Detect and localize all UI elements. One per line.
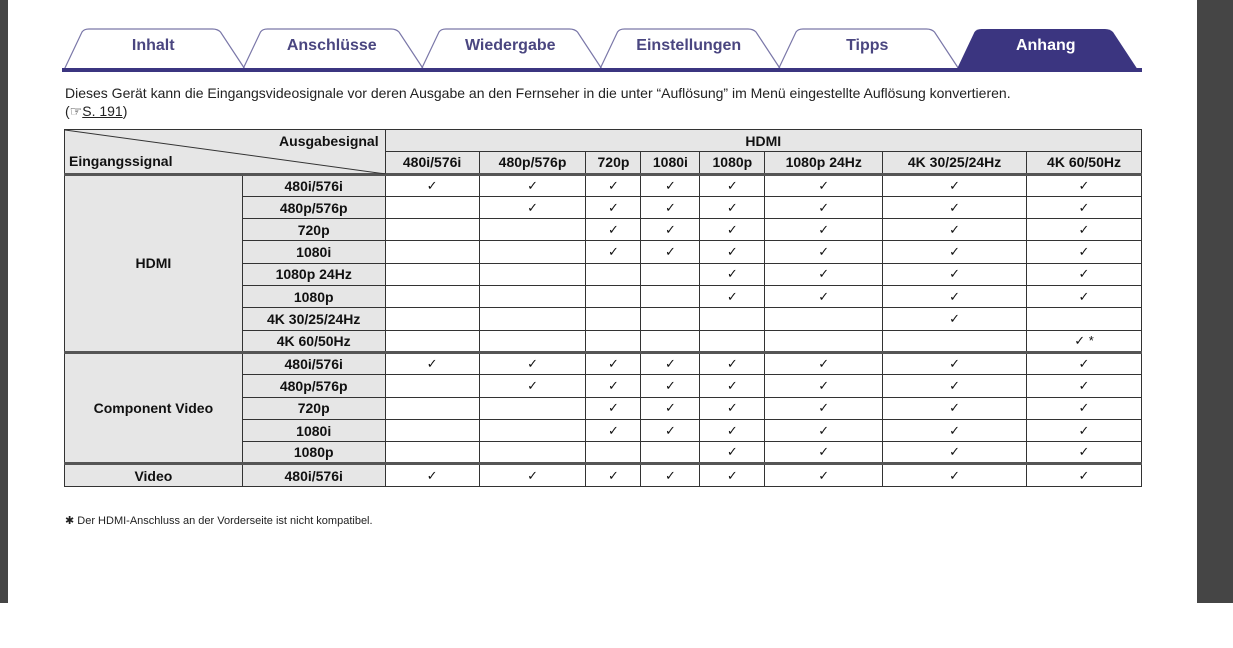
check-cell: ✓ bbox=[700, 397, 765, 419]
check-cell: ✓ bbox=[883, 219, 1027, 241]
input-signal: 480i/576i bbox=[242, 174, 385, 196]
output-column-header: 480p/576p bbox=[479, 152, 586, 174]
check-cell: ✓ bbox=[700, 241, 765, 263]
input-signal: 1080p bbox=[242, 286, 385, 308]
input-signal: 480i/576i bbox=[242, 352, 385, 374]
check-cell: ✓ bbox=[1027, 241, 1142, 263]
empty-cell bbox=[385, 375, 479, 397]
check-cell: ✓ bbox=[479, 464, 586, 486]
input-signal: 480p/576p bbox=[242, 375, 385, 397]
empty-cell bbox=[641, 442, 700, 464]
check-cell: ✓ bbox=[883, 464, 1027, 486]
check-cell: ✓ bbox=[765, 464, 883, 486]
check-cell: ✓ bbox=[1027, 464, 1142, 486]
empty-cell bbox=[479, 419, 586, 441]
input-signal: 720p bbox=[242, 397, 385, 419]
check-cell: ✓ bbox=[765, 219, 883, 241]
intro-paragraph: Dieses Gerät kann die Eingangsvideosignale vor deren Ausgabe an den Fernseher in die unter “Auflösung” im Menü eingestellte Auflösung konvertieren. (☞S. 191) bbox=[65, 85, 1011, 119]
empty-cell bbox=[479, 442, 586, 464]
check-cell: ✓ bbox=[479, 352, 586, 374]
input-signal: 1080p 24Hz bbox=[242, 263, 385, 285]
check-cell: ✓ bbox=[586, 375, 641, 397]
check-cell: ✓ bbox=[700, 196, 765, 218]
check-cell: ✓ bbox=[765, 419, 883, 441]
tab-anhang[interactable]: Anhang bbox=[1015, 37, 1076, 54]
output-column-header: 720p bbox=[586, 152, 641, 174]
check-cell: ✓ bbox=[586, 219, 641, 241]
check-cell: ✓ bbox=[586, 241, 641, 263]
check-cell: ✓ bbox=[586, 352, 641, 374]
conversion-table bbox=[64, 129, 1142, 487]
check-cell: ✓ * bbox=[1027, 330, 1142, 352]
check-cell: ✓ bbox=[883, 286, 1027, 308]
empty-cell bbox=[385, 397, 479, 419]
check-cell: ✓ bbox=[765, 263, 883, 285]
check-cell: ✓ bbox=[641, 375, 700, 397]
check-cell: ✓ bbox=[1027, 397, 1142, 419]
check-cell: ✓ bbox=[1027, 419, 1142, 441]
tab-anschlsse[interactable]: Anschlüsse bbox=[286, 37, 377, 54]
check-cell: ✓ bbox=[765, 397, 883, 419]
empty-cell bbox=[641, 263, 700, 285]
empty-cell bbox=[586, 308, 641, 330]
check-cell: ✓ bbox=[586, 464, 641, 486]
check-cell: ✓ bbox=[765, 442, 883, 464]
check-cell: ✓ bbox=[883, 442, 1027, 464]
empty-cell bbox=[479, 397, 586, 419]
empty-cell bbox=[385, 330, 479, 352]
empty-cell bbox=[479, 263, 586, 285]
empty-cell bbox=[641, 286, 700, 308]
check-cell: ✓ bbox=[700, 375, 765, 397]
check-cell: ✓ bbox=[700, 352, 765, 374]
check-cell: ✓ bbox=[479, 375, 586, 397]
check-cell: ✓ bbox=[586, 419, 641, 441]
check-cell: ✓ bbox=[765, 375, 883, 397]
check-cell: ✓ bbox=[700, 442, 765, 464]
tab-inhalt[interactable]: Inhalt bbox=[131, 37, 175, 54]
empty-cell bbox=[479, 241, 586, 263]
empty-cell bbox=[479, 308, 586, 330]
check-cell: ✓ bbox=[765, 286, 883, 308]
check-cell: ✓ bbox=[479, 174, 586, 196]
check-cell: ✓ bbox=[1027, 286, 1142, 308]
empty-cell bbox=[385, 442, 479, 464]
table-row bbox=[65, 464, 1142, 486]
check-cell: ✓ bbox=[385, 352, 479, 374]
empty-cell bbox=[700, 330, 765, 352]
table-row bbox=[65, 352, 1142, 374]
check-cell: ✓ bbox=[641, 352, 700, 374]
right-scrollbar-area[interactable] bbox=[1197, 0, 1233, 603]
check-cell: ✓ bbox=[883, 174, 1027, 196]
check-cell: ✓ bbox=[479, 196, 586, 218]
empty-cell bbox=[385, 286, 479, 308]
output-column-header: 1080i bbox=[641, 152, 700, 174]
check-cell: ✓ bbox=[883, 352, 1027, 374]
check-cell: ✓ bbox=[385, 174, 479, 196]
empty-cell bbox=[765, 330, 883, 352]
check-cell: ✓ bbox=[641, 464, 700, 486]
empty-cell bbox=[765, 308, 883, 330]
chapter-tabs bbox=[62, 28, 1142, 74]
check-cell: ✓ bbox=[765, 174, 883, 196]
page-reference-link[interactable]: S. 191 bbox=[82, 103, 123, 119]
check-cell: ✓ bbox=[586, 196, 641, 218]
check-cell: ✓ bbox=[641, 397, 700, 419]
empty-cell bbox=[586, 330, 641, 352]
input-signal: 480p/576p bbox=[242, 196, 385, 218]
check-cell: ✓ bbox=[1027, 219, 1142, 241]
output-column-header: 480i/576i bbox=[385, 152, 479, 174]
footnote: ✱ Der HDMI-Anschluss an der Vorderseite ist nicht kompatibel. bbox=[65, 515, 373, 527]
check-cell: ✓ bbox=[586, 397, 641, 419]
check-cell: ✓ bbox=[1027, 196, 1142, 218]
check-cell: ✓ bbox=[700, 286, 765, 308]
check-cell: ✓ bbox=[883, 375, 1027, 397]
empty-cell bbox=[641, 308, 700, 330]
check-cell: ✓ bbox=[641, 174, 700, 196]
check-cell: ✓ bbox=[700, 263, 765, 285]
check-cell: ✓ bbox=[1027, 375, 1142, 397]
empty-cell bbox=[586, 263, 641, 285]
input-signal: 4K 60/50Hz bbox=[242, 330, 385, 352]
input-group-label: HDMI bbox=[65, 174, 243, 352]
check-cell: ✓ bbox=[700, 174, 765, 196]
empty-cell bbox=[700, 308, 765, 330]
empty-cell bbox=[385, 196, 479, 218]
check-cell: ✓ bbox=[883, 241, 1027, 263]
left-margin-bar bbox=[0, 0, 8, 603]
input-signal: 1080i bbox=[242, 419, 385, 441]
check-cell: ✓ bbox=[641, 219, 700, 241]
empty-cell bbox=[641, 330, 700, 352]
input-signal: 1080i bbox=[242, 241, 385, 263]
input-signal: 480i/576i bbox=[242, 464, 385, 486]
header-corner bbox=[65, 130, 386, 175]
check-cell: ✓ bbox=[700, 464, 765, 486]
empty-cell bbox=[586, 442, 641, 464]
empty-cell bbox=[1027, 308, 1142, 330]
empty-cell bbox=[385, 219, 479, 241]
output-column-header: 4K 30/25/24Hz bbox=[883, 152, 1027, 174]
intro-text: Dieses Gerät kann die Eingangsvideosignale vor deren Ausgabe an den Fernseher in die unter “Auflösung” im Menü eingestellte Auflösung konvertieren. bbox=[65, 85, 1011, 101]
check-cell: ✓ bbox=[883, 419, 1027, 441]
check-cell: ✓ bbox=[1027, 174, 1142, 196]
output-signal-label: Ausgabesignal bbox=[279, 133, 379, 149]
check-cell: ✓ bbox=[765, 196, 883, 218]
empty-cell bbox=[479, 286, 586, 308]
input-signal-label: Eingangssignal bbox=[69, 152, 173, 169]
output-group-header: HDMI bbox=[385, 130, 1141, 152]
check-cell: ✓ bbox=[700, 419, 765, 441]
check-cell: ✓ bbox=[765, 241, 883, 263]
check-cell: ✓ bbox=[700, 219, 765, 241]
check-cell: ✓ bbox=[641, 196, 700, 218]
empty-cell bbox=[385, 241, 479, 263]
check-cell: ✓ bbox=[883, 308, 1027, 330]
check-cell: ✓ bbox=[1027, 263, 1142, 285]
tab-wiedergabe[interactable]: Wiedergabe bbox=[464, 37, 556, 54]
table-row bbox=[65, 174, 1142, 196]
check-cell: ✓ bbox=[883, 263, 1027, 285]
empty-cell bbox=[479, 219, 586, 241]
tab-tipps[interactable]: Tipps bbox=[846, 37, 889, 54]
empty-cell bbox=[586, 286, 641, 308]
input-group-label: Component Video bbox=[65, 352, 243, 463]
input-signal: 720p bbox=[242, 219, 385, 241]
check-cell: ✓ bbox=[586, 174, 641, 196]
check-cell: ✓ bbox=[765, 352, 883, 374]
check-cell: ✓ bbox=[1027, 352, 1142, 374]
empty-cell bbox=[385, 419, 479, 441]
check-cell: ✓ bbox=[385, 464, 479, 486]
output-column-header: 1080p bbox=[700, 152, 765, 174]
empty-cell bbox=[385, 308, 479, 330]
check-cell: ✓ bbox=[641, 241, 700, 263]
check-cell: ✓ bbox=[641, 419, 700, 441]
output-column-header: 4K 60/50Hz bbox=[1027, 152, 1142, 174]
check-cell: ✓ bbox=[883, 397, 1027, 419]
pointing-hand-icon: ☞ bbox=[69, 103, 83, 119]
empty-cell bbox=[883, 330, 1027, 352]
check-cell: ✓ bbox=[883, 196, 1027, 218]
empty-cell bbox=[385, 263, 479, 285]
output-column-header: 1080p 24Hz bbox=[765, 152, 883, 174]
tab-einstellungen[interactable]: Einstellungen bbox=[636, 37, 742, 54]
input-group-label: Video bbox=[65, 464, 243, 486]
input-signal: 4K 30/25/24Hz bbox=[242, 308, 385, 330]
check-cell: ✓ bbox=[1027, 442, 1142, 464]
empty-cell bbox=[479, 330, 586, 352]
input-signal: 1080p bbox=[242, 442, 385, 464]
